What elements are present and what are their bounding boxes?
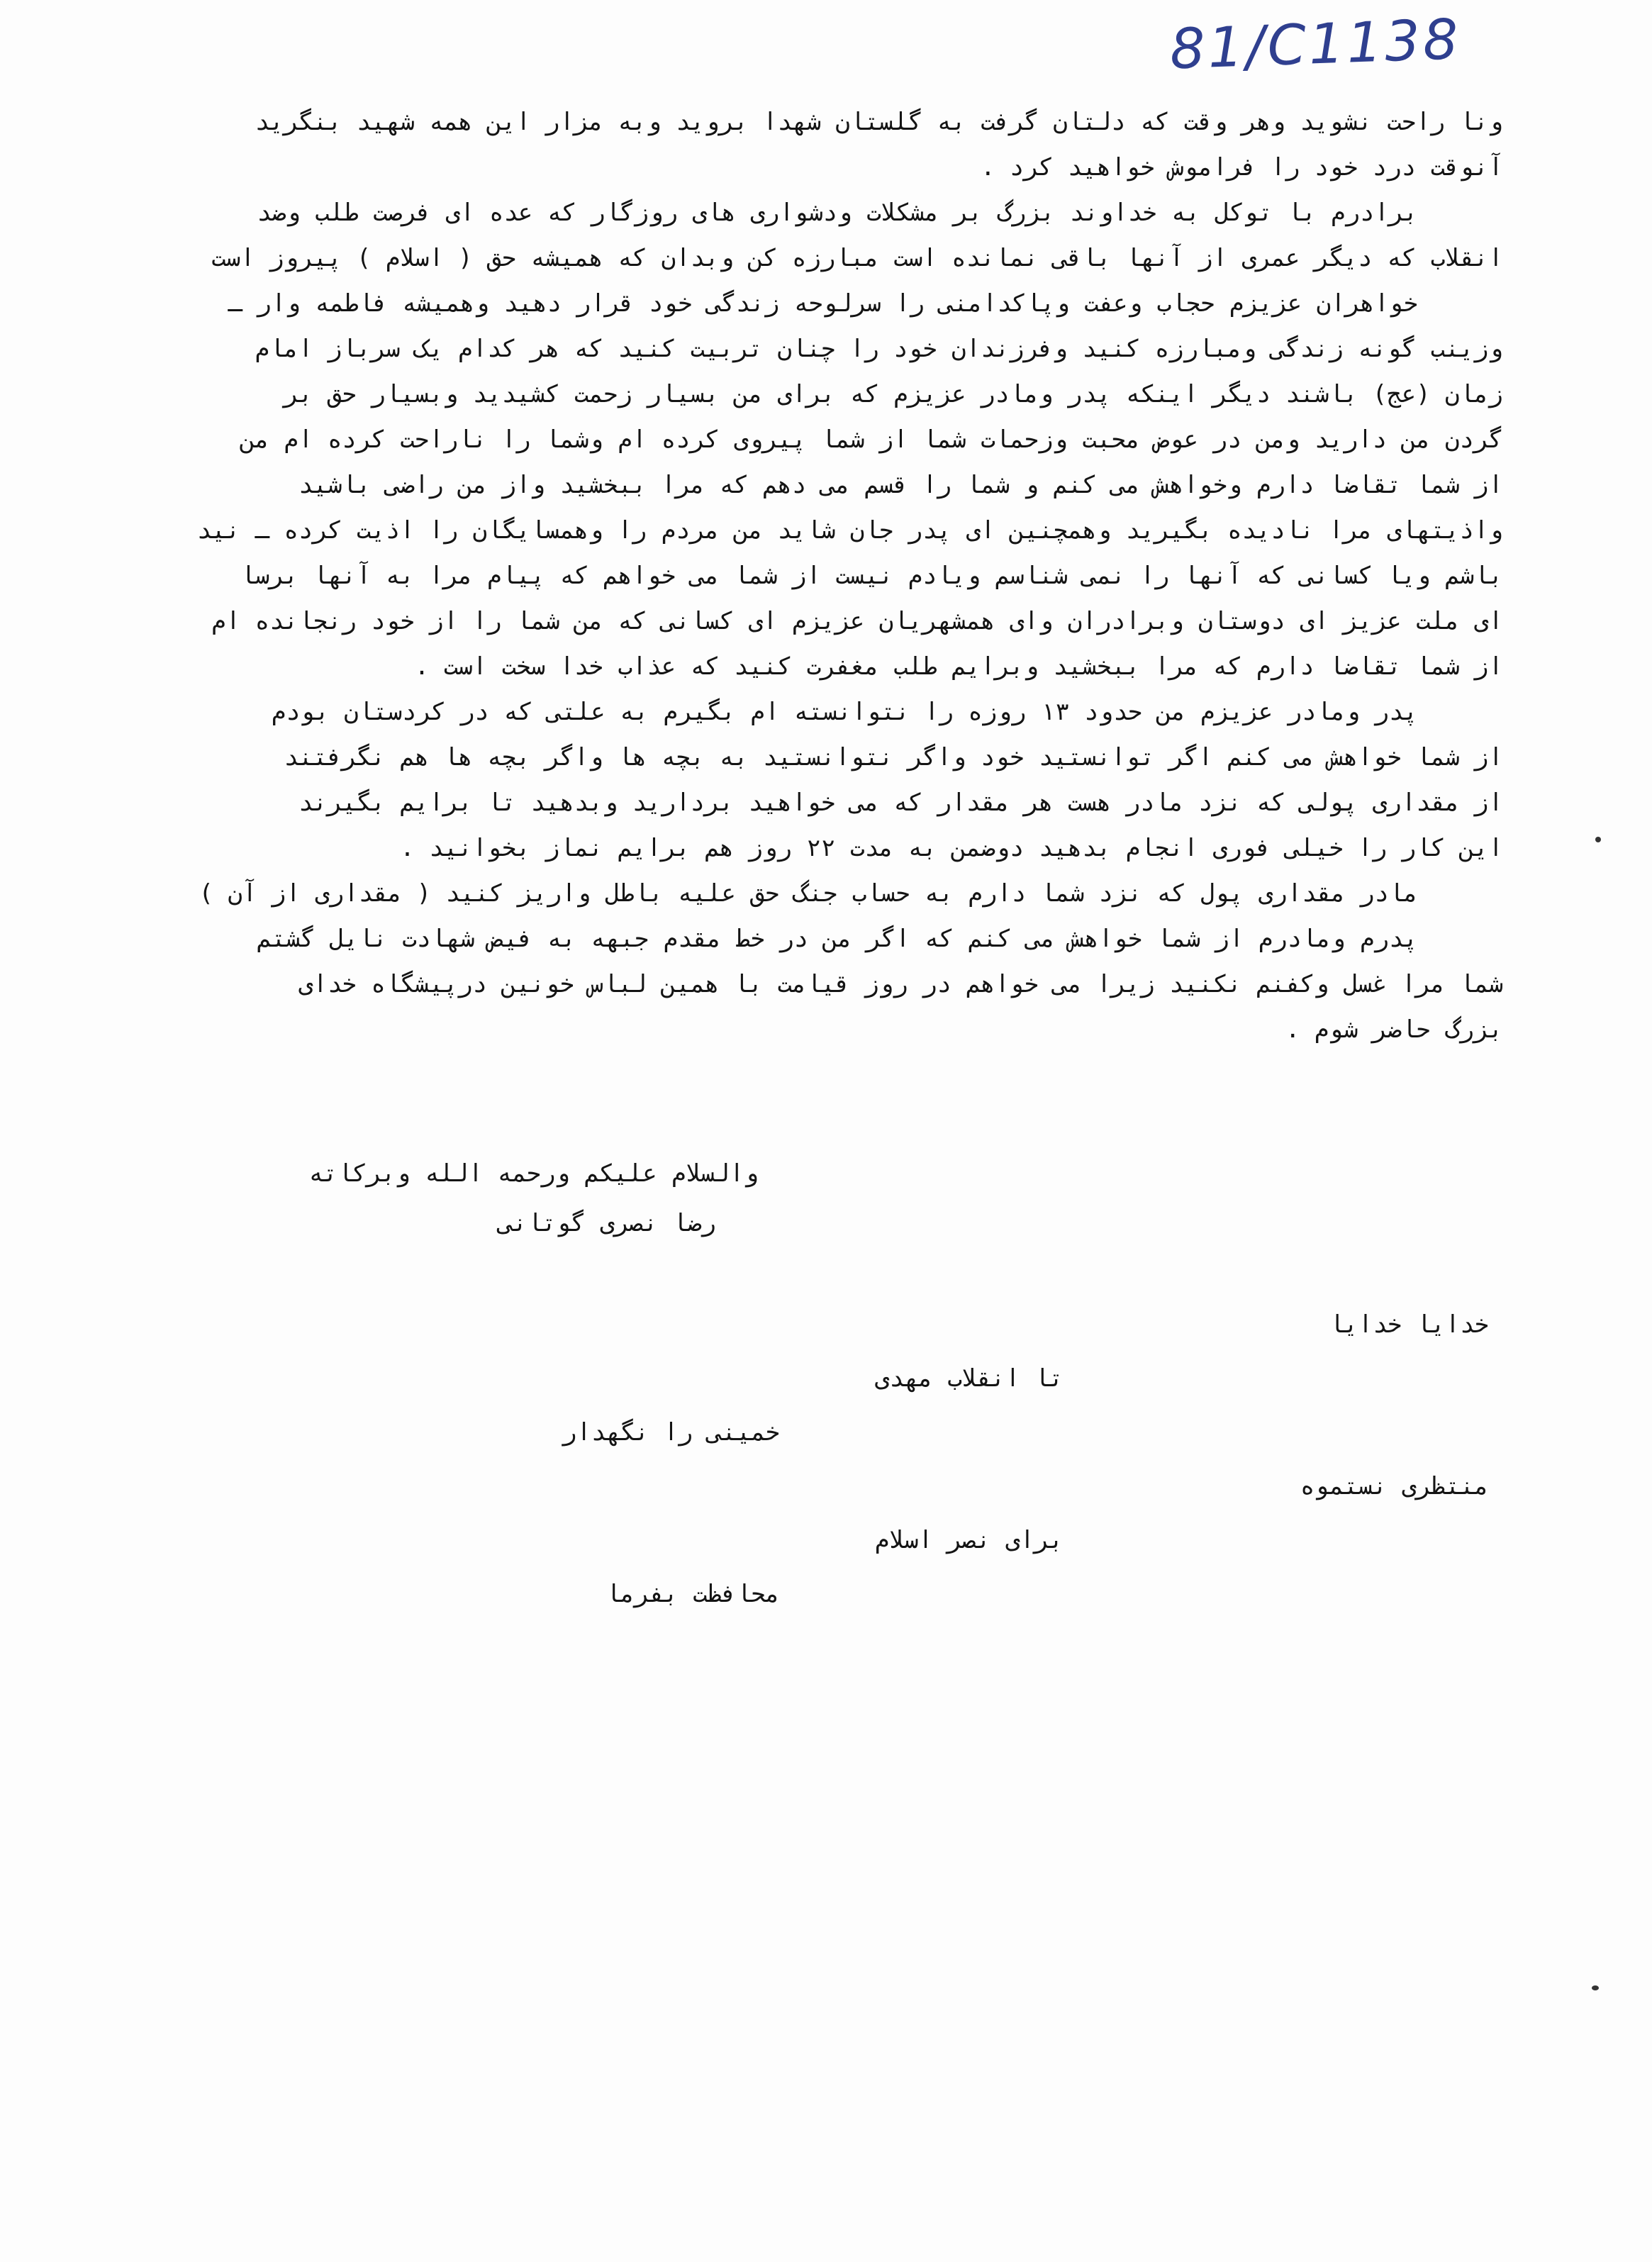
letter-line: ونا راحت نشوید وهر وقت که دلتان گرفت به گلستان شهدا بروید وبه مزار این همه شهید بنگرید: [255, 108, 1503, 136]
signature-name: رضا نصری گوتانی: [498, 1209, 716, 1237]
letter-line: انقلاب که دیگر عمری از آنها باقی نمانده است مبارزه کن وبدان که همیشه حق ( اسلام ) پیروز است: [211, 244, 1503, 272]
handwritten-document-number: 81/C1138: [1168, 8, 1462, 82]
letter-line: از شما تقاضا دارم وخواهش می کنم و شما را قسم می دهم که مرا ببخشید واز من راضی باشید: [298, 471, 1503, 499]
slogan-line: خمینی را نگهدار: [562, 1418, 780, 1447]
letter-line: از شما تقاضا دارم که مرا ببخشید وبرایم طلب مغفرت کنید که عذاب خدا سخت است .: [414, 652, 1503, 681]
letter-line: برادرم با توکل به خداوند بزرگ بر مشکلات ودشواری های روزگار که عده ای فرصت طلب وضد: [257, 199, 1418, 227]
letter-line: باشم ویا کسانی که آنها را نمی شناسم ویادم نیست از شما می خواهم که پیام مرا به آنها برسا: [240, 562, 1503, 590]
letter-line: خواهران عزیزم حجاب وعفت وپاکدامنی را سرلوحه زندگی خود قرار دهید وهمیشه فاطمه وار ـ: [228, 289, 1418, 318]
closing-salutation: والسلام علیکم ورحمه الله وبرکاته: [308, 1159, 759, 1188]
letter-line: مادر مقداری پول که نزد شما دارم به حساب جنگ حق علیه باطل واریز کنید ( مقداری از آن ): [199, 879, 1418, 908]
letter-line: از مقداری پولی که نزد مادر هست هر مقدار که می خواهید بردارید وبدهید تا برایم بگیرند: [298, 789, 1503, 817]
letter-line: آنوقت درد خود را فراموش خواهید کرد .: [981, 153, 1503, 182]
letter-line: گردن من دارید ومن در عوض محبت وزحمات شما از شما پیروی کرده ام وشما را ناراحت کرده ام من: [240, 425, 1503, 454]
slogan-line: برای نصر اسلام: [874, 1526, 1064, 1554]
closing-block: [121, 1149, 759, 1248]
slogan-line: منتظری نستموه: [1300, 1472, 1489, 1500]
letter-body: [149, 99, 1503, 1052]
letter-line: از شما خواهش می کنم اگر توانستید خود واگر نتوانستید به بچه ها واگر بچه ها هم نگرفتند: [284, 743, 1503, 771]
letter-line: واذیتهای مرا نادیده بگیرید وهمچنین ای پدر جان شاید من مردم را وهمسایگان را اذیت کرده ـ نید: [196, 516, 1503, 545]
letter-line: ای ملت عزیز ای دوستان وبرادران وای همشهریان عزیزم ای کسانی که من شما را از خود رنجانده ام: [211, 607, 1503, 635]
slogan-line: محافظت بفرما: [605, 1580, 780, 1608]
letter-line: پدر ومادر عزیزم من حدود ۱۳ روزه را نتوانسته ام بگیرم به علتی که در کردستان بودم: [271, 698, 1418, 726]
letter-line: پدرم ومادرم از شما خواهش می کنم که اگر من در خط مقدم جبهه به فیض شهادت نایل گشتم: [257, 925, 1418, 953]
ink-speck: [1592, 1985, 1599, 1990]
slogan-block: [142, 1298, 1489, 1621]
letter-line: وزینب گونه زندگی ومبارزه کنید وفرزندان خود را چنان تربیت کنید که هر کدام یک سرباز امام: [255, 335, 1503, 363]
ink-speck: [1595, 837, 1601, 842]
letter-line: این کار را خیلی فوری انجام بدهید دوضمن به مدت ۲۲ روز هم برایم نماز بخوانید .: [400, 834, 1503, 862]
letter-line: زمان (عج) باشند دیگر اینکه پدر ومادر عزیزم که برای من بسیار زحمت کشیدید وبسیار حق بر: [284, 380, 1503, 408]
letter-line: شما مرا غسل وکفنم نکنید زیرا می خواهم در روز قیامت با همین لباس خونین درپیشگاه خدای: [298, 970, 1503, 998]
slogan-line: تا انقلاب مهدی: [874, 1364, 1064, 1393]
slogan-line: خدایا خدایا: [1329, 1310, 1489, 1339]
letter-line: بزرگ حاضر شوم .: [1285, 1015, 1503, 1044]
